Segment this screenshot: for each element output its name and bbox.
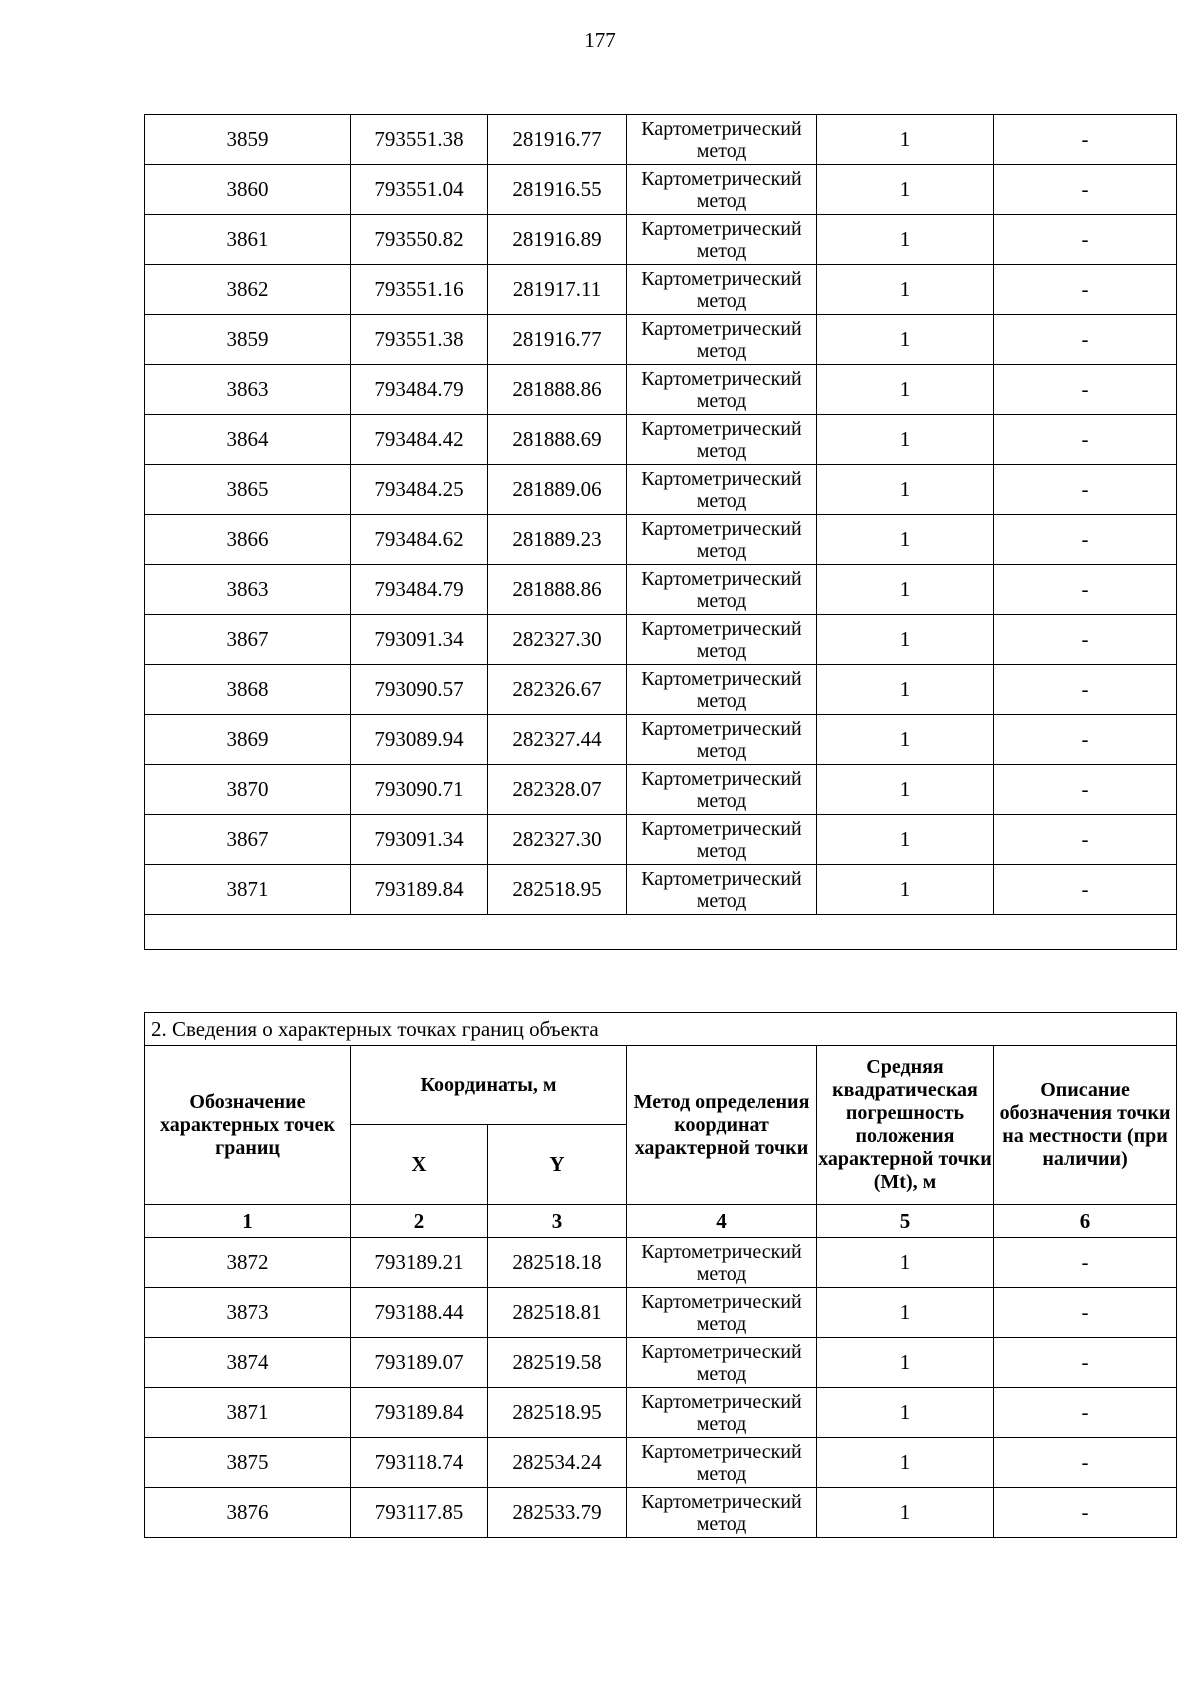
cell-description: -: [994, 865, 1177, 915]
cell-mt: 1: [817, 865, 994, 915]
cell-point: 3860: [145, 165, 351, 215]
cell-y: 281889.06: [488, 465, 627, 515]
cell-x: 793550.82: [351, 215, 488, 265]
cell-point: 3876: [145, 1488, 351, 1538]
cell-mt: 1: [817, 515, 994, 565]
cell-description: -: [994, 565, 1177, 615]
cell-x: 793189.84: [351, 1388, 488, 1438]
cell-description: -: [994, 1388, 1177, 1438]
header-mt: Средняя квадратическая погрешность положения характерной точки (Mt), м: [817, 1046, 994, 1205]
cell-point: 3866: [145, 515, 351, 565]
table-caption-row: [145, 1013, 1177, 1046]
cell-mt: 1: [817, 665, 994, 715]
cell-method: Картометрический метод: [627, 1288, 817, 1338]
header-method: Метод определения координат характерной точки: [627, 1046, 817, 1205]
table-row: [145, 1388, 1177, 1438]
cell-mt: 1: [817, 465, 994, 515]
cell-point: 3862: [145, 265, 351, 315]
cell-method: Картометрический метод: [627, 115, 817, 165]
header-coordinates: Координаты, м: [351, 1046, 627, 1125]
table-row: [145, 215, 1177, 265]
cell-x: 793091.34: [351, 615, 488, 665]
coordinates-table-body: [145, 115, 1177, 950]
table-row: [145, 115, 1177, 165]
table-row: [145, 565, 1177, 615]
cell-method: Картометрический метод: [627, 565, 817, 615]
cell-x: 793189.07: [351, 1338, 488, 1388]
table-row: [145, 665, 1177, 715]
cell-point: 3868: [145, 665, 351, 715]
cell-x: 793484.42: [351, 415, 488, 465]
cell-method: Картометрический метод: [627, 665, 817, 715]
table-row: [145, 1438, 1177, 1488]
table-row: [145, 465, 1177, 515]
cell-description: -: [994, 715, 1177, 765]
cell-y: 281888.86: [488, 565, 627, 615]
cell-x: 793189.21: [351, 1238, 488, 1288]
column-index: 5: [817, 1205, 994, 1238]
cell-x: 793118.74: [351, 1438, 488, 1488]
cell-description: -: [994, 465, 1177, 515]
cell-mt: 1: [817, 715, 994, 765]
header-point: Обозначение характерных точек границ: [145, 1046, 351, 1205]
cell-y: 282519.58: [488, 1338, 627, 1388]
table-row: [145, 765, 1177, 815]
cell-x: 793117.85: [351, 1488, 488, 1538]
boundary-points-table-body: [145, 1013, 1177, 1538]
cell-mt: 1: [817, 815, 994, 865]
cell-method: Картометрический метод: [627, 1338, 817, 1388]
boundary-points-table: [144, 1012, 1177, 1538]
cell-description: -: [994, 515, 1177, 565]
cell-description: -: [994, 315, 1177, 365]
cell-point: 3859: [145, 115, 351, 165]
cell-x: 793091.34: [351, 815, 488, 865]
column-index: 3: [488, 1205, 627, 1238]
cell-x: 793551.16: [351, 265, 488, 315]
table-row: [145, 515, 1177, 565]
cell-y: 282518.95: [488, 865, 627, 915]
cell-mt: 1: [817, 1438, 994, 1488]
cell-mt: 1: [817, 1338, 994, 1388]
cell-point: 3863: [145, 365, 351, 415]
cell-description: -: [994, 365, 1177, 415]
cell-y: 281916.77: [488, 115, 627, 165]
cell-mt: 1: [817, 615, 994, 665]
header-x: X: [351, 1125, 488, 1205]
table-row: [145, 1338, 1177, 1388]
column-index: 2: [351, 1205, 488, 1238]
cell-method: Картометрический метод: [627, 865, 817, 915]
cell-point: 3875: [145, 1438, 351, 1488]
cell-y: 281888.69: [488, 415, 627, 465]
column-index: 4: [627, 1205, 817, 1238]
header-description: Описание обозначения точки на местности (при наличии): [994, 1046, 1177, 1205]
cell-x: 793484.79: [351, 365, 488, 415]
cell-y: 281916.89: [488, 215, 627, 265]
cell-method: Картометрический метод: [627, 1238, 817, 1288]
cell-y: 282326.67: [488, 665, 627, 715]
cell-x: 793090.71: [351, 765, 488, 815]
cell-description: -: [994, 1488, 1177, 1538]
column-index-row: [145, 1205, 1177, 1238]
cell-method: Картометрический метод: [627, 715, 817, 765]
cell-point: 3859: [145, 315, 351, 365]
coordinates-table-continued: [144, 114, 1177, 950]
cell-y: 282327.44: [488, 715, 627, 765]
cell-method: Картометрический метод: [627, 615, 817, 665]
table-row: [145, 815, 1177, 865]
cell-method: Картометрический метод: [627, 515, 817, 565]
cell-y: 282533.79: [488, 1488, 627, 1538]
cell-x: 793484.62: [351, 515, 488, 565]
cell-y: 282518.81: [488, 1288, 627, 1338]
cell-method: Картометрический метод: [627, 365, 817, 415]
cell-description: -: [994, 665, 1177, 715]
cell-description: -: [994, 1238, 1177, 1288]
cell-method: Картометрический метод: [627, 765, 817, 815]
cell-y: 282534.24: [488, 1438, 627, 1488]
cell-point: 3872: [145, 1238, 351, 1288]
cell-point: 3871: [145, 1388, 351, 1438]
cell-x: 793090.57: [351, 665, 488, 715]
cell-x: 793551.38: [351, 315, 488, 365]
table-row: [145, 165, 1177, 215]
cell-mt: 1: [817, 1388, 994, 1438]
cell-mt: 1: [817, 365, 994, 415]
cell-mt: 1: [817, 1288, 994, 1338]
cell-mt: 1: [817, 215, 994, 265]
cell-y: 281916.55: [488, 165, 627, 215]
empty-row: [145, 915, 1177, 950]
cell-description: -: [994, 215, 1177, 265]
cell-y: 282327.30: [488, 815, 627, 865]
cell-mt: 1: [817, 1238, 994, 1288]
table-row: [145, 315, 1177, 365]
cell-mt: 1: [817, 115, 994, 165]
column-index: 1: [145, 1205, 351, 1238]
cell-description: -: [994, 1338, 1177, 1388]
cell-mt: 1: [817, 1488, 994, 1538]
empty-cell: [145, 915, 1177, 950]
header-y: Y: [488, 1125, 627, 1205]
cell-x: 793188.44: [351, 1288, 488, 1338]
cell-mt: 1: [817, 765, 994, 815]
cell-point: 3865: [145, 465, 351, 515]
table-row: [145, 1288, 1177, 1338]
cell-point: 3871: [145, 865, 351, 915]
table-row: [145, 615, 1177, 665]
cell-method: Картометрический метод: [627, 1388, 817, 1438]
cell-description: -: [994, 115, 1177, 165]
cell-y: 281889.23: [488, 515, 627, 565]
cell-method: Картометрический метод: [627, 815, 817, 865]
cell-x: 793189.84: [351, 865, 488, 915]
cell-x: 793484.25: [351, 465, 488, 515]
table-row: [145, 1488, 1177, 1538]
cell-mt: 1: [817, 165, 994, 215]
table-row: [145, 365, 1177, 415]
cell-description: -: [994, 165, 1177, 215]
cell-mt: 1: [817, 415, 994, 465]
cell-mt: 1: [817, 265, 994, 315]
cell-description: -: [994, 765, 1177, 815]
column-index: 6: [994, 1205, 1177, 1238]
cell-y: 282518.18: [488, 1238, 627, 1288]
table-row: [145, 415, 1177, 465]
cell-x: 793551.04: [351, 165, 488, 215]
cell-point: 3873: [145, 1288, 351, 1338]
cell-x: 793484.79: [351, 565, 488, 615]
cell-method: Картометрический метод: [627, 1488, 817, 1538]
cell-y: 281916.77: [488, 315, 627, 365]
cell-mt: 1: [817, 315, 994, 365]
page-number: 177: [584, 28, 616, 52]
table-caption: 2. Сведения о характерных точках границ объекта: [145, 1013, 1177, 1046]
cell-description: -: [994, 265, 1177, 315]
header-row: [145, 1046, 1177, 1125]
cell-description: -: [994, 815, 1177, 865]
cell-method: Картометрический метод: [627, 465, 817, 515]
cell-y: 282518.95: [488, 1388, 627, 1438]
cell-point: 3869: [145, 715, 351, 765]
cell-y: 281888.86: [488, 365, 627, 415]
cell-method: Картометрический метод: [627, 265, 817, 315]
cell-y: 282327.30: [488, 615, 627, 665]
cell-description: -: [994, 1438, 1177, 1488]
table-row: [145, 715, 1177, 765]
cell-mt: 1: [817, 565, 994, 615]
cell-description: -: [994, 615, 1177, 665]
cell-point: 3870: [145, 765, 351, 815]
cell-method: Картометрический метод: [627, 315, 817, 365]
cell-point: 3867: [145, 815, 351, 865]
table-row: [145, 265, 1177, 315]
table-row: [145, 1238, 1177, 1288]
cell-method: Картометрический метод: [627, 415, 817, 465]
cell-point: 3861: [145, 215, 351, 265]
table-row: [145, 865, 1177, 915]
cell-point: 3874: [145, 1338, 351, 1388]
cell-method: Картометрический метод: [627, 215, 817, 265]
cell-point: 3864: [145, 415, 351, 465]
cell-x: 793551.38: [351, 115, 488, 165]
cell-description: -: [994, 415, 1177, 465]
cell-method: Картометрический метод: [627, 1438, 817, 1488]
cell-description: -: [994, 1288, 1177, 1338]
cell-point: 3863: [145, 565, 351, 615]
cell-x: 793089.94: [351, 715, 488, 765]
cell-y: 282328.07: [488, 765, 627, 815]
cell-y: 281917.11: [488, 265, 627, 315]
cell-method: Картометрический метод: [627, 165, 817, 215]
cell-point: 3867: [145, 615, 351, 665]
